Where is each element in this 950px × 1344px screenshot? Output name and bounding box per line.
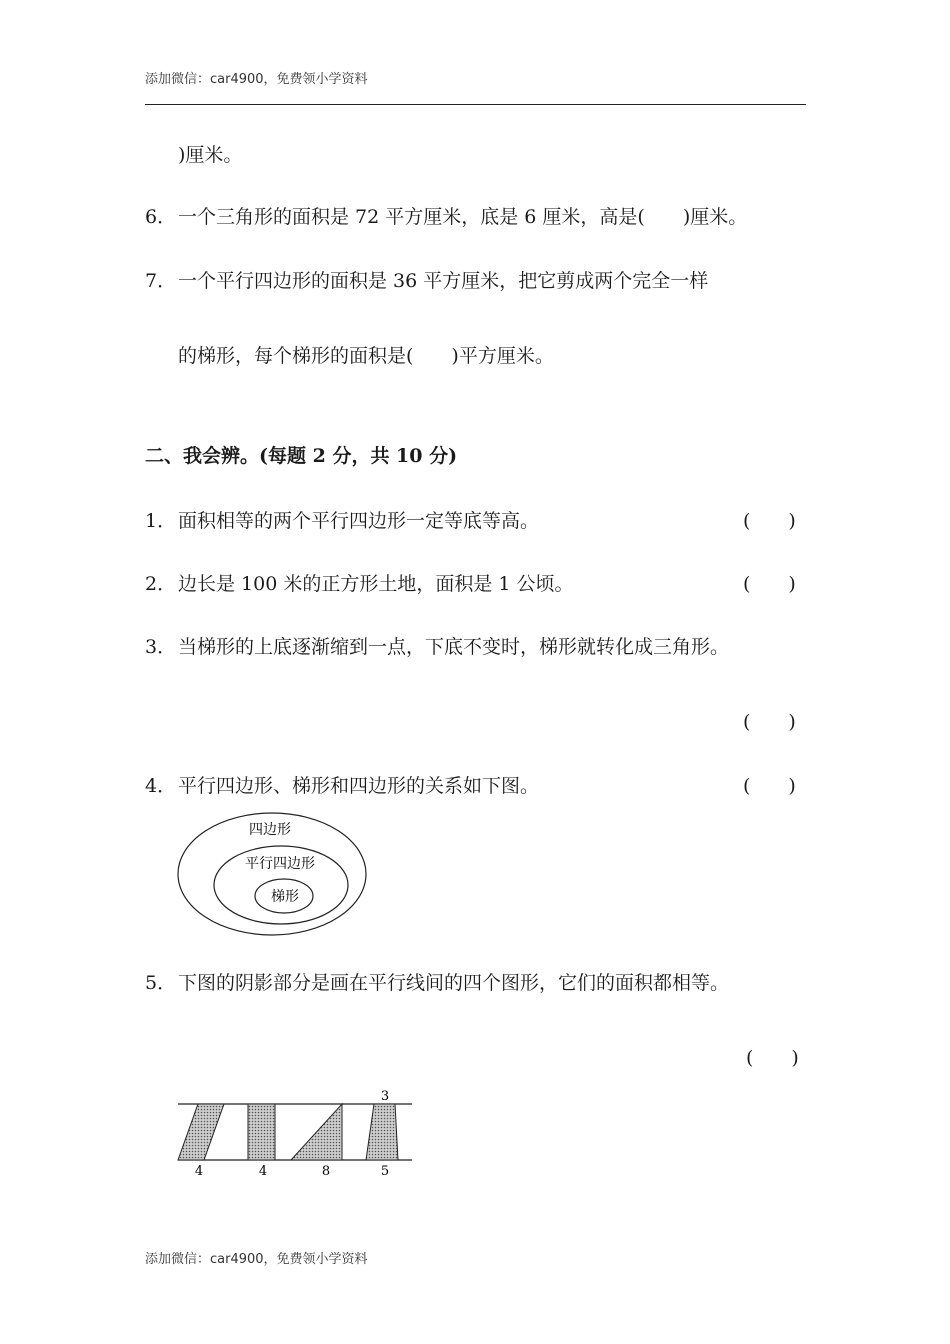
bottom-label-4: 5 [380, 1164, 390, 1179]
shaded-trapezoid [366, 1104, 398, 1160]
answer-paren-3[interactable]: ( ) [743, 711, 796, 733]
item-number: 1． [145, 510, 177, 532]
answer-paren-5[interactable]: ( ) [746, 1047, 799, 1069]
fill-item-7-line2: 的梯形，每个梯形的面积是( )平方厘米。 [178, 345, 554, 367]
judge-item-2 [145, 569, 574, 596]
judge-item-3 [145, 632, 729, 659]
judge-item-5 [145, 968, 729, 995]
page-footer: 添加微信：car4900，免费领小学资料 [145, 1252, 368, 1267]
item-number: 7． [145, 270, 177, 292]
item-number: 6． [145, 206, 177, 228]
venn-outer-label: 四边形 [249, 822, 291, 838]
item-text: 下图的阴影部分是画在平行线间的四个图形，它们的面积都相等。 [178, 972, 730, 994]
item-number: 5． [145, 972, 177, 994]
item-text: 平行四边形、梯形和四边形的关系如下图。 [178, 775, 540, 797]
page-header: 添加微信：car4900，免费领小学资料 [145, 72, 368, 87]
item-text: 面积相等的两个平行四边形一定等底等高。 [178, 510, 540, 532]
item-text: 当梯形的上底逐渐缩到一点，下底不变时，梯形就转化成三角形。 [178, 636, 730, 658]
bottom-label-1: 4 [194, 1164, 204, 1179]
shaded-triangle [291, 1104, 342, 1160]
item-text: 边长是 100 米的正方形土地，面积是 1 公顷。 [178, 573, 574, 595]
judge-item-1 [145, 506, 539, 533]
header-rule [145, 104, 806, 105]
parallel-shapes-figure [170, 1084, 420, 1180]
item-number: 4． [145, 775, 177, 797]
bottom-label-3: 8 [321, 1164, 331, 1179]
shaded-parallelogram [178, 1104, 224, 1160]
venn-inner-label: 梯形 [271, 889, 299, 905]
venn-diagram [170, 810, 380, 940]
judge-item-4 [145, 771, 539, 798]
answer-paren-2[interactable]: ( ) [743, 573, 796, 595]
q5-continuation: )厘米。 [178, 144, 243, 166]
item-text: 一个三角形的面积是 72 平方厘米，底是 6 厘米，高是( )厘米。 [178, 206, 748, 228]
venn-middle-label: 平行四边形 [245, 856, 315, 872]
answer-paren-4[interactable]: ( ) [743, 775, 796, 797]
section-title: 二、我会辨。(每题 2 分，共 10 分) [145, 445, 458, 467]
top-label: 3 [380, 1089, 390, 1104]
shaded-rectangle [248, 1104, 275, 1160]
item-number: 3． [145, 636, 177, 658]
fill-item-7 [145, 266, 708, 293]
item-text: 一个平行四边形的面积是 36 平方厘米，把它剪成两个完全一样 [178, 270, 709, 292]
fill-item-6 [145, 202, 747, 229]
answer-paren-1[interactable]: ( ) [743, 510, 796, 532]
bottom-label-2: 4 [258, 1164, 268, 1179]
item-number: 2． [145, 573, 177, 595]
